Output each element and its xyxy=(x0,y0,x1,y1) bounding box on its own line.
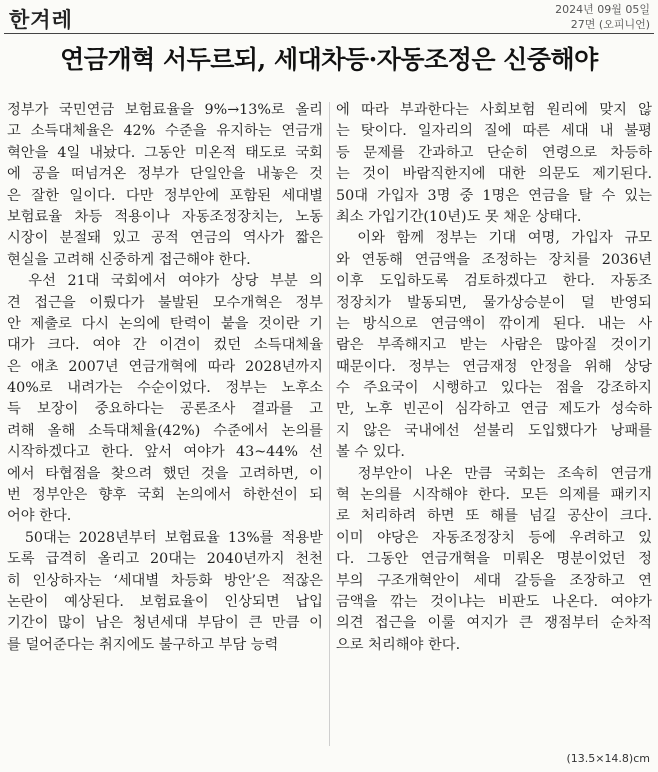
article-text-line: 지 않은 국내에선 섣불리 도입했다가 낭패를 xyxy=(336,422,652,439)
article-text-line: 현실을 고려해 신중하게 접근해야 한다. xyxy=(7,251,251,268)
article-text-line: 정부가 국민연금 보험료율을 9%→13%로 올리 xyxy=(7,102,323,118)
article-text-line: 은 애초 2007년 연금개혁에 따라 2028년까지 xyxy=(7,358,323,375)
article-text-line: 50대는 2028년부터 보험료율 13%를 적용받 xyxy=(7,529,323,546)
article-text-line: 에서 타협점을 찾으려 했던 것을 고려하면, 이 xyxy=(7,465,323,482)
article-text-line: 40%로 내려가는 수순이었다. 정부는 노후소 xyxy=(7,380,323,397)
article-text-line: 에 공을 떠넘겨온 정부가 단일안을 내놓은 것 xyxy=(7,166,323,183)
article-text-line: 기간이 많이 남은 청년세대 부담이 큰 만큼 이 xyxy=(7,615,323,632)
article-headline: 연금개혁 서두르되, 세대차등·자동조정은 신중해야 xyxy=(60,45,598,74)
article-text-line: 이후 도입하도록 검토하겠다고 한다. 자동조 xyxy=(336,273,652,290)
article-text-line: 50대 가입자 3명 중 1명은 연금을 탈 수 있는 xyxy=(336,187,652,204)
article-text-line: 혁안을 4일 내놨다. 그동안 미온적 태도로 국회 xyxy=(7,144,323,161)
article-column-right xyxy=(336,100,652,656)
article-text-line: 금액을 깎는 것이냐는 비판도 나온다. 여야가 xyxy=(336,593,652,610)
article-column-left xyxy=(7,100,323,656)
publication-meta xyxy=(555,2,650,32)
article-text-line: 보험료율 차등 적용이나 자동조정장치는, 노동 xyxy=(7,208,323,225)
page-section: 27면 (오피니언) xyxy=(570,18,650,31)
article-text-line: 는 방식으로 연금액이 깎이게 된다. 내는 사 xyxy=(336,315,652,332)
article-text-line: 다. 그동안 연금개혁을 미뤄온 명분이었던 정 xyxy=(336,551,652,568)
article-text-line: 정부안이 나온 만큼 국회는 조속히 연금개 xyxy=(336,465,652,482)
publication-date: 2024년 09월 05일 xyxy=(555,3,650,16)
clipping-size: (13.5×14.8)cm xyxy=(566,752,650,765)
header-divider xyxy=(4,33,654,34)
article-text-line: 부의 구조개혁안이 세대 갈등을 조장하고 연 xyxy=(336,572,652,589)
article-text-line: 에 따라 부과한다는 사회보험 원리에 맞지 않 xyxy=(336,102,652,118)
article-text-line: 고 소득대체율은 42% 수준을 유지하는 연금개 xyxy=(7,123,323,140)
article-text-line: 수 주요국이 시행하고 있다는 점을 강조하지 xyxy=(336,380,652,397)
article-text-line: 의견 접근을 이룰 여지가 큰 쟁점부터 순차적 xyxy=(336,615,652,632)
article-text-line: 볼 수 있다. xyxy=(336,444,405,461)
article-text-line: 대가 크다. 여야 간 이견이 컸던 소득대체율 xyxy=(7,337,323,354)
article-text-line: 는 것이 바람직한지에 대한 의문도 제기된다. xyxy=(336,166,652,183)
article-text-line: 와 연동해 연금액을 조정하는 장치를 2036년 xyxy=(336,251,652,268)
article-text-line: 번 정부안은 향후 국회 논의에서 하한선이 되 xyxy=(7,487,323,504)
article-text-line: 를 덜어준다는 취지에도 불구하고 부담 능력 xyxy=(7,636,279,653)
article-text-line: 논란이 예상된다. 보험료율이 인상되면 납입 xyxy=(7,593,323,610)
article-text-line: 정장치가 발동되면, 물가상승분이 덜 반영되 xyxy=(336,294,652,311)
article-text-line: 는 탓이다. 일자리의 질에 따른 세대 내 불평 xyxy=(336,123,652,140)
article-text-line: 시장이 분절돼 있고 공적 연금의 역사가 짧은 xyxy=(7,230,323,247)
article-text-line: 등 문제를 간과하고 단순히 연령으로 차등하 xyxy=(336,144,652,161)
article-text-line: 최소 가입기간(10년)도 못 채운 상태다. xyxy=(336,208,582,225)
article-text-line: 어야 한다. xyxy=(7,508,72,525)
article-text-line: 우선 21대 국회에서 여야가 상당 부분 의 xyxy=(7,273,323,290)
article-text-line: 만, 노후 빈곤이 심각하고 연금 제도가 성숙하 xyxy=(336,401,652,418)
article-text-line: 이와 함께 정부는 기대 여명, 가입자 규모 xyxy=(336,230,652,247)
article-text-line: 시작하겠다고 한다. 앞서 여야가 43~44% 선 xyxy=(7,444,323,461)
article-text-line: 람은 부족해지고 받는 사람은 많아질 것이기 xyxy=(336,337,652,354)
article-text-line: 로 처리하려 하면 또 해를 넘길 공산이 크다. xyxy=(336,508,652,525)
article-text-line: 때문이다. 정부는 연금재정 안정을 위해 상당 xyxy=(336,358,652,375)
article-text-line: 혁 논의를 시작해야 한다. 모든 의제를 패키지 xyxy=(336,487,652,504)
article-text-line: 히 인상하자는 ‘세대별 차등화 방안’은 적잖은 xyxy=(7,572,323,589)
article-text-line: 안 제출로 다시 논의에 탄력이 붙을 것이란 기 xyxy=(7,315,323,332)
article-text-line: 려해 올해 소득대체율(42%) 수준에서 논의를 xyxy=(7,422,323,439)
article-text-line: 으로 처리해야 한다. xyxy=(336,636,461,653)
article-text-line: 이미 야당은 자동조정장치 등에 우려하고 있 xyxy=(336,529,652,546)
newspaper-logo: 한겨레 xyxy=(9,8,73,32)
article-text-line: 견 접근을 이뤘다가 불발된 모수개혁은 정부 xyxy=(7,294,323,311)
article-text-line: 은 잘한 일이다. 다만 정부안에 포함된 세대별 xyxy=(7,187,323,204)
article-text-line: 득 보장이 중요하다는 공론조사 결과를 고 xyxy=(7,401,323,418)
column-divider xyxy=(329,102,330,746)
article-text-line: 도록 급격히 올리고 20대는 2040년까지 천천 xyxy=(7,551,323,568)
